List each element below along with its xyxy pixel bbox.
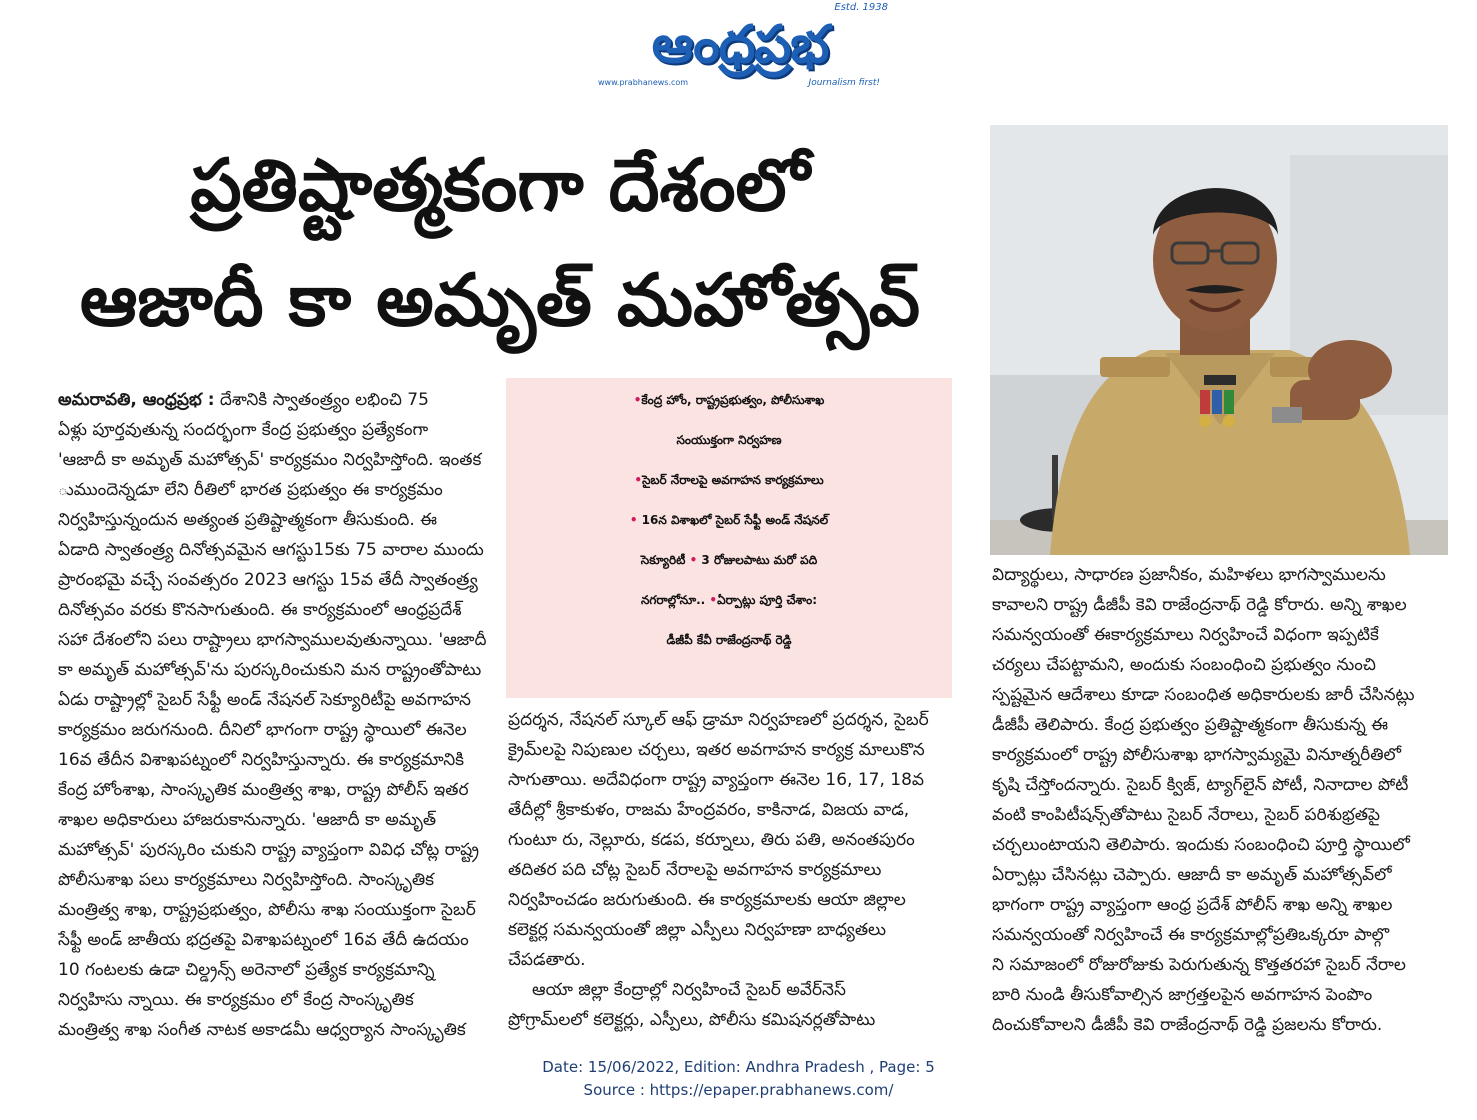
text-line: ప్రారంభమై వచ్చే సంవత్సరం 2023 ఆగస్టు 15వ తేదీ స్వాతంత్ర్య (58, 570, 478, 590)
text-line: వంటి కాంపిటీషన్స్‌తోపాటు సైబర్ నేరాలు, సైబర్ పరిశుభ్రతపై (992, 805, 1381, 825)
highlight-line: •సైబర్ నేరాలపై అవగాహన కార్యక్రమాలు (634, 473, 824, 487)
text-line: నిర్వహిస్తున్నందున అత్యంత ప్రతిష్టాత్మకంగా తీసుకుంది. ఈ (58, 510, 438, 530)
text-line: ప్రదర్శన, నేషనల్ స్కూల్ ఆఫ్ డ్రామా నిర్వహణలో ప్రదర్శన, సైబర్ (508, 710, 929, 730)
text-line: ఏడు రాష్ట్రాల్లో సైబర్ సేఫ్టీ అండ్ నేషనల్ సెక్యూరిటీపై అవగాహన (58, 690, 471, 710)
bullet-icon: • (634, 473, 643, 487)
text-line: చేపడతారు. (508, 950, 586, 970)
text-line: పోలీసుశాఖ పలు కార్యక్రమాలు నిర్వహిస్తోంది. సాంస్కృతిక (58, 870, 434, 890)
text-line: కార్యక్రమంలో రాష్ట్ర పోలీసుశాఖ భాగస్వామ్యమై వినూత్నరీతిలో (992, 745, 1402, 765)
text-line: శాఖల అధికారులు హాజరుకానున్నారు. 'ఆజాదీ కా అమృత్ (58, 810, 437, 830)
text-line: చర్యలు చేపట్టామని, అందుకు సంబంధించి ప్రభుత్వం నుంచి (992, 655, 1376, 675)
text-line-content: ఆయా జిల్లా కేంద్రాల్లో నిర్వహించే సైబర్ అవేర్‌నెస్ (532, 980, 846, 1000)
dateline: అమరావతి, ఆంధ్రప్రభ : (58, 390, 215, 410)
highlight-line: • 16న విశాఖలో సైబర్ సేఫ్టీ అండ్ నేషనల్ (629, 513, 829, 527)
first-line-text: దేశానికి స్వాతంత్ర్యం లభించి 75 (219, 390, 429, 410)
article-column-2 (508, 705, 950, 1035)
estd-label: Estd. 1938 (834, 2, 888, 13)
headline-line-2: ఆజాదీ కా అమృత్ మహోత్సవ్ (79, 258, 921, 342)
highlight-line: నగరాల్లోనూ.. •ఏర్పాట్లు పూర్తి చేశాం: (640, 593, 818, 607)
bullet-icon: • (689, 553, 698, 567)
text-line: 10 గంటలకు ఉడా చిల్డ్రన్స్ అరెనాలో ప్రత్యేక కార్యక్రమాన్ని (58, 960, 435, 980)
column-2-text (508, 705, 950, 975)
bullet-icon: • (633, 393, 642, 407)
text-line: స్పష్టమైన ఆదేశాలు కూడా సంబంధిత అధికారులకు జారీ చేసినట్లు (992, 685, 1415, 705)
text-line: సేఫ్టీ అండ్ జాతీయ భద్రతపై విశాఖపట్నంలో 16వ తేదీ ఉదయం (58, 930, 469, 950)
text-line: సమన్వయంతో నిర్వహించే ఈ కార్యక్రమాల్లోప్రతిఒక్కరూ పాల్గొ (992, 925, 1390, 945)
text-line: 'ఆజాదీ కా అమృత్ మహోత్సవ్' కార్యక్రమం నిర్వహిస్తోంది. ఇంతక (58, 450, 482, 470)
bullet-icon: • (629, 513, 638, 527)
text-line: సాగుతాయి. అదేవిధంగా రాష్ట్ర వ్యాప్తంగా ఈనెల 16, 17, 18వ (508, 770, 925, 790)
text-line (508, 975, 950, 1005)
text-line: గుంటూ రు, నెల్లూరు, కడప, కర్నూలు, తిరు పతి, అనంతపురం (508, 830, 915, 850)
text-line: కేంద్ర హోంశాఖ, సాంస్కృతిక మంత్రిత్వ శాఖ, రాష్ట్ర పోలీస్ ఇతర (58, 780, 469, 800)
article-column-3 (992, 560, 1442, 1040)
source-info: Source : https://epaper.prabhanews.com/ (583, 1081, 894, 1099)
article-column-1 (58, 385, 500, 1045)
text-line: ఏర్పాట్లు చేసినట్లు చెప్పారు. ఆజాదీ కా అమృత్ మహోత్సవ్‌లో (992, 865, 1392, 885)
highlight-line: సెక్యూరిటీ • 3 రోజులపాటు మరో పది (640, 553, 818, 567)
headline-line-1: ప్రతిష్టాత్మకంగా దేశంలో (190, 143, 810, 227)
masthead (590, 0, 890, 100)
highlights-list (506, 378, 952, 660)
officer-illustration (990, 125, 1448, 555)
text-line: తదితర పది చోట్ల సైబర్ నేరాలపై అవగాహన కార్యక్రమాలు (508, 860, 882, 880)
text-line: దించుకోవాలని డీజీపీ కెవి రాజేంద్రనాథ్ రెడ్డి ప్రజలను కోరారు. (992, 1015, 1383, 1035)
text-line: ఏళ్లు పూర్తవుతున్న సందర్భంగా కేంద్ర ప్రభుత్వం ప్రత్యేకంగా (58, 420, 429, 440)
text-line: దినోత్సవం వరకు కొనసాగుతుంది. ఈ కార్యక్రమంలో ఆంధ్రప్రదేశ్ (58, 600, 462, 620)
tagline: Journalism first! (808, 78, 880, 88)
text-line: చర్చలుంటాయని తెలిపారు. ఇందుకు సంబంధించి పూర్తి స్థాయిలో (992, 835, 1410, 855)
text-line: తేదీల్లో శ్రీకాకుళం, రాజమ హేంద్రవరం, కాకినాడ, విజయ వాడ, (508, 800, 910, 820)
text-line: కా అమృత్ మహోత్సవ్'ను పురస్కరించుకుని మన రాష్ట్రంతోపాటు (58, 660, 482, 680)
highlight-line: •కేంద్ర హోం, రాష్ట్రప్రభుత్వం, పోలీసుశాఖ (633, 393, 825, 407)
dgp-photo (990, 125, 1448, 555)
text-line: క్రైమ్‌లపై నిపుణుల చర్చలు, ఇతర అవగాహన కార్యక్ర మాలుకొన (508, 740, 925, 760)
text-line: నిర్వహించడం జరుగుతుంది. ఈ కార్యక్రమాలకు ఆయా జిల్లాల (508, 890, 906, 910)
text-line: కావాలని రాష్ట్ర డీజీపీ కెవి రాజేంద్రనాథ్ రెడ్డి కోరారు. అన్ని శాఖల (992, 595, 1407, 615)
column-1-text (58, 415, 500, 1045)
highlight-line: సంయుక్తంగా నిర్వహణ (676, 433, 782, 447)
text-line: నిర్వహిసు న్నాయి. ఈ కార్యక్రమం లో కేంద్ర సాంస్కృతిక (58, 990, 414, 1010)
text-line: కార్యక్రమం జరుగనుంది. దీనిలో భాగంగా రాష్ట్ర స్థాయిలో ఈనెల (58, 720, 467, 740)
text-line: ని సమాజంలో రోజురోజుకు పెరుగుతున్న కొత్తతరహా సైబర్ నేరాల (992, 955, 1406, 975)
text-line: ుముందెన్నడూ లేని రీతిలో భారత ప్రభుత్వం ఈ కార్యక్రమం (58, 480, 443, 500)
site-url: www.prabhanews.com (598, 78, 689, 87)
text-line: కలెక్టర్ల సమన్వయంతో జిల్లా ఎస్పీలు నిర్వహణా బాధ్యతలు (508, 920, 886, 940)
text-line: సమన్వయంతో ఈకార్యక్రమాలు నిర్వహించే విధంగా ఇప్పటికే (992, 625, 1379, 645)
text-line: డీజీపీ తెలిపారు. కేంద్ర ప్రభుత్వం ప్రతిష్టాత్మకంగా తీసుకున్న ఈ (992, 715, 1389, 735)
text-line: భాగంగా రాష్ట్ర వ్యాప్తంగా ఆంధ్ర ప్రదేశ్ పోలీస్ శాఖ అన్ని శాఖల (992, 895, 1393, 915)
text-line: కృషి చేస్తోందన్నారు. సైబర్ క్విజ్, ట్యాగ్‌లైన్ పోటీ, నినాదాల పోటీ (992, 775, 1409, 795)
edition-info: Date: 15/06/2022, Edition: Andhra Pradesh , Page: 5 (542, 1058, 935, 1076)
newspaper-logo: ఆంధ్రప్రభ (651, 15, 829, 75)
text-line: ఏడాది స్వాతంత్ర్య దినోత్సవమైన ఆగస్టు15కు 75 వారాల ముందు (58, 540, 484, 560)
text-line: 16వ తేదీన విశాఖపట్నంలో నిర్వహిస్తున్నారు. ఈ కార్యక్రమానికి (58, 750, 465, 770)
dateline-line (58, 385, 500, 415)
text-line: బారి నుండి తీసుకోవాల్సిన జాగ్రత్తలపైన అవగాహన పెంపొం (992, 985, 1373, 1005)
text-line: ప్రోగ్రామ్‌లలో కలెక్టర్లు, ఎస్పీలు, పోలీసు కమిషనర్లతోపాటు (508, 1010, 876, 1030)
text-line: మంత్రిత్వ శాఖ సంగీత నాటక అకాడమీ ఆధ్వర్యాన సాంస్కృతిక (58, 1020, 466, 1040)
column-3-text (992, 560, 1442, 1040)
bullet-icon: • (709, 593, 718, 607)
text-line: మంత్రిత్వ శాఖ, రాష్ట్రప్రభుత్వం, పోలీసు శాఖ సంయుక్తంగా సైబర్ (58, 900, 476, 920)
text-line: సహా దేశంలోని పలు రాష్ట్రాలు భాగస్వాములవుతున్నాయి. 'ఆజాదీ (58, 630, 487, 650)
highlights-box (506, 378, 952, 698)
text-line: మహోత్సవ్' పురస్కరిం చుకుని రాష్ట్ర వ్యాప్తంగా వివిధ చోట్ల రాష్ట్ర (58, 840, 480, 860)
highlight-line: డీజీపీ కేవీ రాజేంద్రనాథ్ రెడ్డి (666, 633, 792, 647)
column-2-paragraph-2 (508, 975, 950, 1035)
text-line: విద్యార్థులు, సాధారణ ప్రజానీకం, మహిళలు భాగస్వాములను (992, 565, 1386, 585)
